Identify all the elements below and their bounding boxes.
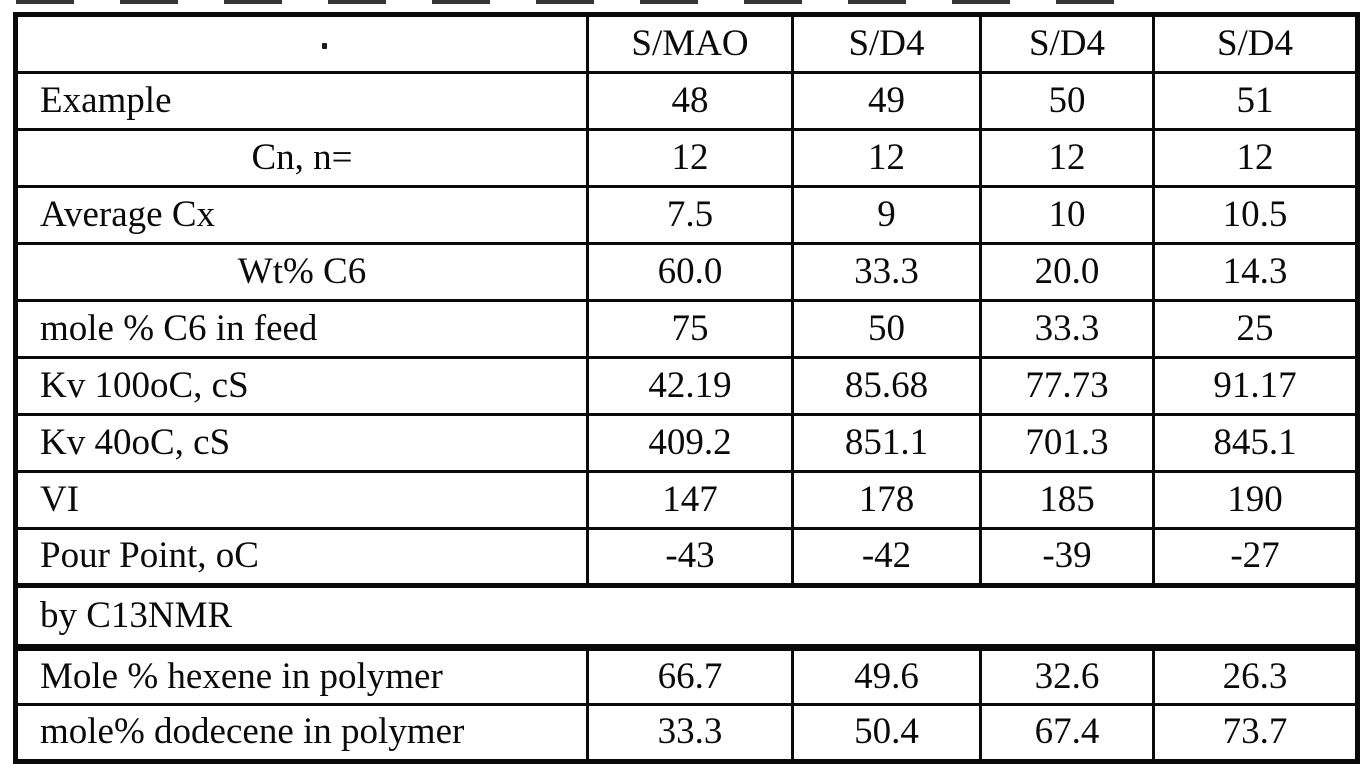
cell-value: 51	[1154, 73, 1358, 130]
cell-value: 845.1	[1154, 415, 1358, 472]
table-row	[16, 415, 1358, 472]
cell-value: 185	[981, 472, 1154, 529]
cell-value: 33.3	[981, 301, 1154, 358]
cell-value: 409.2	[588, 415, 793, 472]
row-label: Mole % hexene in polymer	[16, 648, 588, 705]
table-row	[16, 73, 1358, 130]
cell-value: 42.19	[588, 358, 793, 415]
cell-value: 25	[1154, 301, 1358, 358]
table-row	[16, 187, 1358, 244]
cell-value: 9	[793, 187, 981, 244]
row-label: Example	[16, 73, 588, 130]
cell-value: 14.3	[1154, 244, 1358, 301]
header-cell-catalyst: S/D4	[981, 15, 1154, 73]
table-row	[16, 586, 1358, 648]
cell-value: 73.7	[1154, 705, 1358, 762]
cell-value: 85.68	[793, 358, 981, 415]
cell-value: 20.0	[981, 244, 1154, 301]
cell-value: 12	[981, 130, 1154, 187]
cell-value: 32.6	[981, 648, 1154, 705]
cell-value: 12	[588, 130, 793, 187]
row-label: by C13NMR	[16, 586, 1358, 648]
cell-value: 60.0	[588, 244, 793, 301]
table-body	[16, 73, 1358, 762]
cell-value: 67.4	[981, 705, 1154, 762]
table-row	[16, 472, 1358, 529]
cell-value: -39	[981, 529, 1154, 586]
cell-value: 190	[1154, 472, 1358, 529]
table-row	[16, 705, 1358, 762]
row-label: Cn, n=	[16, 130, 588, 187]
cell-value: 10.5	[1154, 187, 1358, 244]
table-row	[16, 648, 1358, 705]
ink-speck	[322, 43, 327, 49]
cell-value: 26.3	[1154, 648, 1358, 705]
cell-value: 50.4	[793, 705, 981, 762]
row-label: Kv 100oC, cS	[16, 358, 588, 415]
cell-value: 49.6	[793, 648, 981, 705]
row-label: Kv 40oC, cS	[16, 415, 588, 472]
row-label: mole % C6 in feed	[16, 301, 588, 358]
header-cell-catalyst: S/D4	[793, 15, 981, 73]
row-label: Average Cx	[16, 187, 588, 244]
experiment-results-table	[13, 12, 1360, 764]
cell-value: 7.5	[588, 187, 793, 244]
cell-value: 12	[1154, 130, 1358, 187]
cell-value: 10	[981, 187, 1154, 244]
cell-value: 33.3	[793, 244, 981, 301]
table-row	[16, 244, 1358, 301]
cell-value: 851.1	[793, 415, 981, 472]
cell-value: 77.73	[981, 358, 1154, 415]
header-cell-catalyst: S/MAO	[588, 15, 793, 73]
cell-value: 49	[793, 73, 981, 130]
cell-value: 48	[588, 73, 793, 130]
row-label: Wt% C6	[16, 244, 588, 301]
header-cell-empty	[16, 15, 588, 73]
row-label: Pour Point, oC	[16, 529, 588, 586]
cell-value: 66.7	[588, 648, 793, 705]
header-cell-catalyst: S/D4	[1154, 15, 1358, 73]
cell-value: 33.3	[588, 705, 793, 762]
row-label: VI	[16, 472, 588, 529]
table-row	[16, 301, 1358, 358]
table-header	[16, 15, 1358, 73]
cell-value: 50	[981, 73, 1154, 130]
table-row	[16, 358, 1358, 415]
table-row	[16, 130, 1358, 187]
cell-value: 12	[793, 130, 981, 187]
cell-value: -43	[588, 529, 793, 586]
cell-value: 75	[588, 301, 793, 358]
cell-value: 91.17	[1154, 358, 1358, 415]
scan-artifact-top-text-remnant	[16, 0, 1126, 4]
cell-value: 147	[588, 472, 793, 529]
cell-value: -27	[1154, 529, 1358, 586]
cell-value: 701.3	[981, 415, 1154, 472]
cell-value: 50	[793, 301, 981, 358]
cell-value: -42	[793, 529, 981, 586]
table-row	[16, 529, 1358, 586]
row-label: mole% dodecene in polymer	[16, 705, 588, 762]
header-row	[16, 15, 1358, 73]
cell-value: 178	[793, 472, 981, 529]
